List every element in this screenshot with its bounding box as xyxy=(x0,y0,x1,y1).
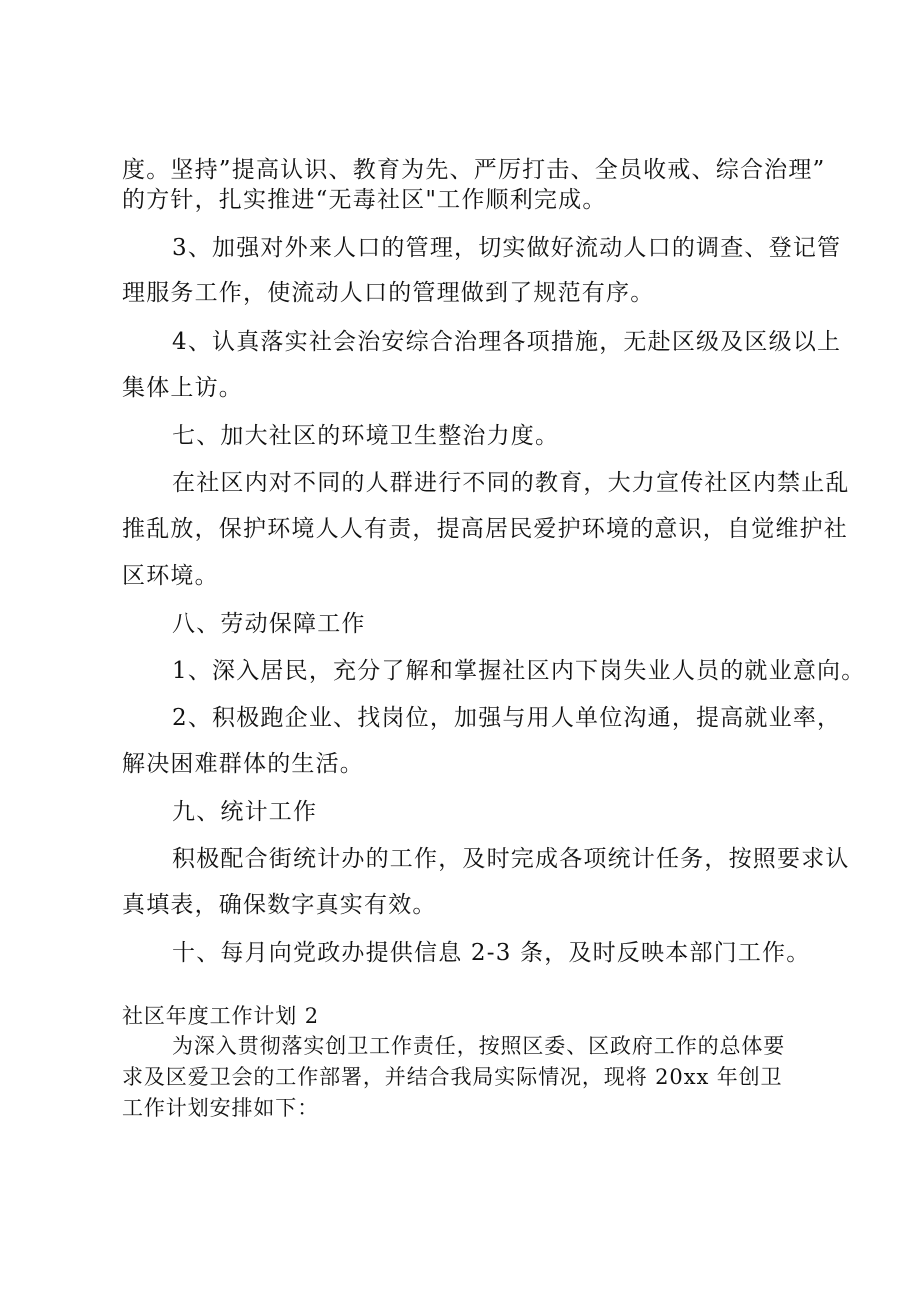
section-heading: 八、劳动保障工作 xyxy=(172,611,366,637)
text-line: 理服务工作，使流动人口的管理做到了规范有序。 xyxy=(122,280,655,306)
text-line: 3、加强对外来人口的管理，切实做好流动人口的调查、登记管 xyxy=(172,235,842,261)
text-line: 十、每月向党政办提供信息 2-3 条，及时反映本部门工作。 xyxy=(172,940,811,966)
text-line: 2、积极跑企业、找岗位，加强与用人单位沟通，提高就业率， xyxy=(172,705,842,731)
text-line: 求及区爱卫会的工作部署，并结合我局实际情况，现将 20xx 年创卫 xyxy=(122,1065,783,1089)
text-line: 区环境。 xyxy=(122,563,219,589)
text-line: 度。坚持”提高认识、教育为先、严厉打击、全员收戒、综合治理” xyxy=(122,157,826,183)
text-line: 4、认真落实社会治安综合治理各项措施，无赴区级及区级以上 xyxy=(172,329,842,355)
text-line: 真填表，确保数字真实有效。 xyxy=(122,892,437,918)
text-line: 在社区内对不同的人群进行不同的教育，大力宣传社区内禁止乱 xyxy=(172,470,850,496)
section-heading: 七、加大社区的环境卫生整治力度。 xyxy=(172,423,560,449)
text-line: 为深入贯彻落实创卫工作责任，按照区委、区政府工作的总体要 xyxy=(172,1034,786,1058)
text-line: 工作计划安排如下： xyxy=(122,1096,320,1120)
text-line: 1、深入居民，充分了解和掌握社区内下岗失业人员的就业意向。 xyxy=(172,658,866,684)
text-line: 推乱放，保护环境人人有责，提高居民爱护环境的意识，自觉维护社 xyxy=(122,516,848,542)
section-heading: 九、统计工作 xyxy=(172,799,318,825)
text-line: 积极配合街统计办的工作，及时完成各项统计任务，按照要求认 xyxy=(172,846,850,872)
text-line: 的方针，扎实推进“无毒社区"工作顺利完成。 xyxy=(122,187,607,213)
document-title: 社区年度工作计划 2 xyxy=(122,1004,320,1028)
text-line: 集体上访。 xyxy=(122,375,243,401)
text-line: 解决困难群体的生活。 xyxy=(122,751,364,777)
